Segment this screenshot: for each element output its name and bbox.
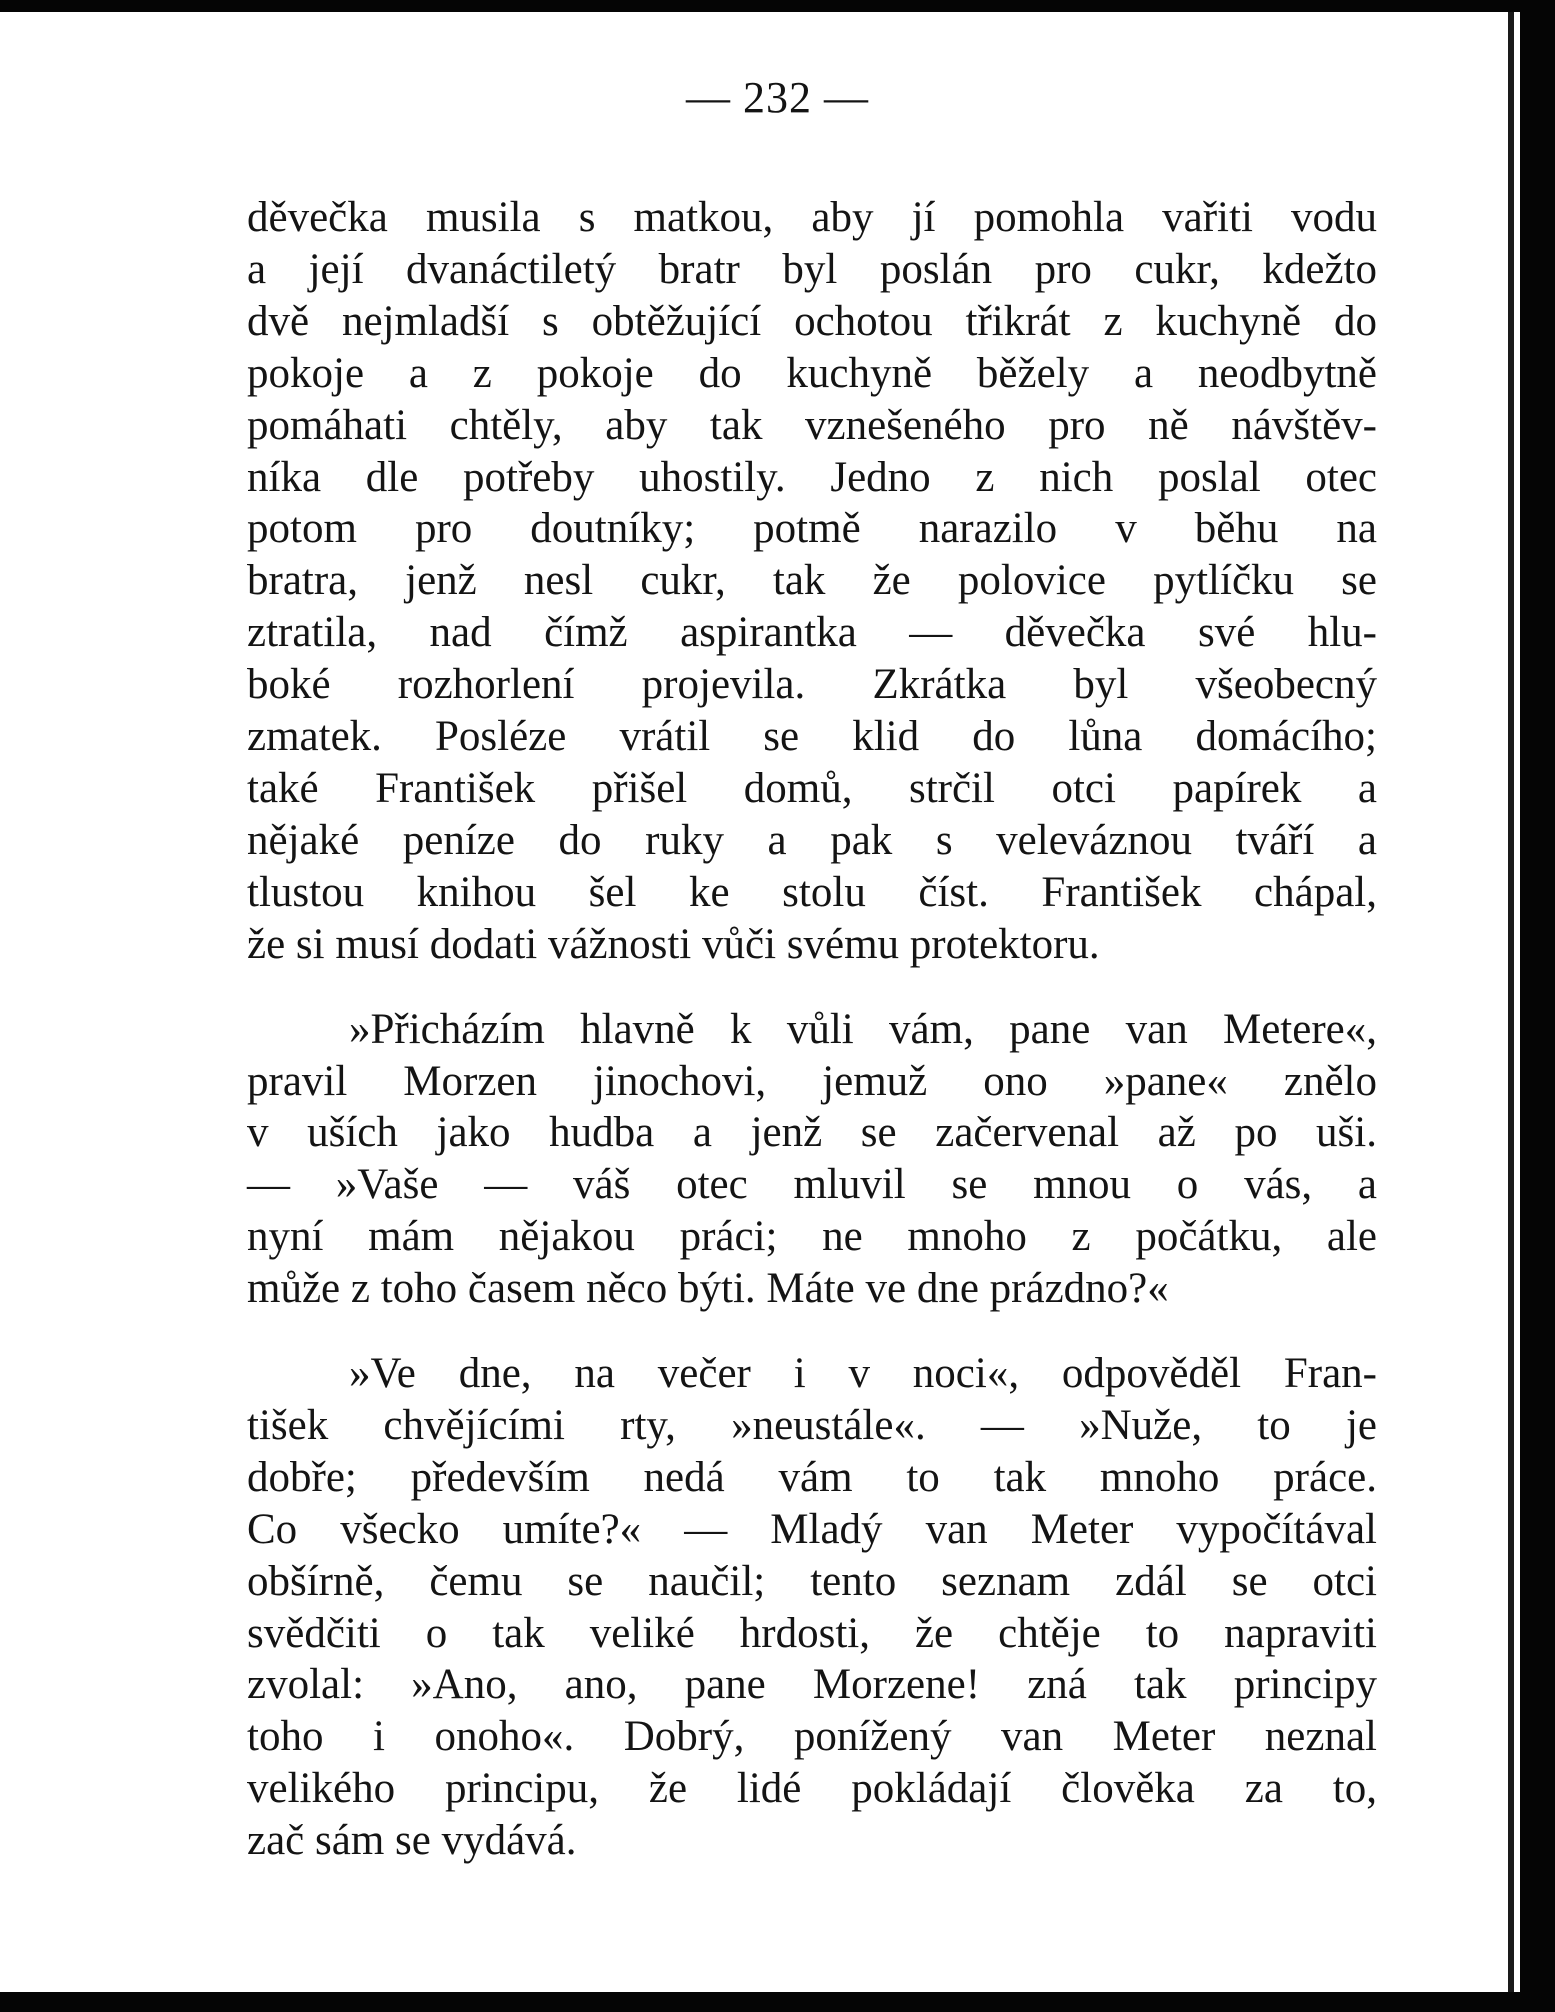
text-line: děvečka musila s matkou, aby jí pomohla vařiti vodu (247, 194, 1377, 241)
text-line: tlustou knihou šel ke stolu číst. František chápal, (247, 868, 1377, 916)
text-line: tišek chvějícími rty, »neustále«. — »Nuže, to je (247, 1401, 1377, 1449)
text-line: Co všecko umíte?« — Mladý van Meter vypočítával (247, 1505, 1377, 1553)
paragraph-1 (247, 192, 1377, 971)
text-line: může z toho časem něco býti. Máte ve dne prázdno?« (247, 1265, 1169, 1313)
text-line: »Ve dne, na večer i v noci«, odpověděl Fran- (349, 1350, 1377, 1398)
text-line: toho i onoho«. Dobrý, ponížený van Meter neznal (247, 1713, 1377, 1761)
text-line: dobře; především nedá vám to tak mnoho práce. (247, 1453, 1377, 1501)
scan-border-right (1520, 0, 1555, 2012)
text-line: obšírně, čemu se naučil; tento seznam zdál se otci (247, 1557, 1377, 1605)
text-line: pomáhati chtěly, aby tak vznešeného pro ně návštěv- (247, 401, 1377, 449)
text-line: v uších jako hudba a jenž se začervenal až po uši. (247, 1109, 1377, 1157)
text-line: potom pro doutníky; potmě narazilo v běhu na (247, 505, 1377, 553)
text-line: že si musí dodati vážnosti vůči svému protektoru. (247, 920, 1100, 968)
text-line: níka dle potřeby uhostily. Jedno z nich poslal otec (247, 453, 1377, 501)
paragraph-2 (247, 1004, 1377, 1315)
text-line: zmatek. Posléze vrátil se klid do lůna domácího; (247, 713, 1377, 761)
text-block (247, 192, 1377, 1867)
scan-border-bottom (0, 1992, 1555, 2012)
text-line: — »Vaše — váš otec mluvil se mnou o vás, a (247, 1161, 1377, 1209)
scan-border-top (0, 0, 1555, 12)
scan-border-right-inner (1508, 12, 1514, 1992)
text-line: také František přišel domů, strčil otci papírek a (247, 764, 1377, 812)
text-line: boké rozhorlení projevila. Zkrátka byl všeobecný (247, 661, 1377, 709)
text-line: bratra, jenž nesl cukr, tak že polovice pytlíčku se (247, 557, 1377, 605)
text-line: nyní mám nějakou práci; ne mnoho z počátku, ale (247, 1213, 1377, 1261)
text-line: zvolal: »Ano, ano, pane Morzene! zná tak principy (247, 1661, 1377, 1709)
text-line: pokoje a z pokoje do kuchyně běžely a neodbytně (247, 349, 1377, 397)
text-line: »Přicházím hlavně k vůli vám, pane van Metere«, (349, 1005, 1377, 1053)
text-line: zač sám se vydává. (247, 1817, 577, 1865)
text-line: dvě nejmladší s obtěžující ochotou třikrát z kuchyně do (247, 297, 1377, 345)
text-line: velikého principu, že lidé pokládají člověka za to, (247, 1765, 1377, 1813)
page-number: — 232 — (686, 73, 869, 122)
text-line: nějaké peníze do ruky a pak s veleváznou tváří a (247, 816, 1377, 864)
text-line: a její dvanáctiletý bratr byl poslán pro cukr, kdežto (247, 245, 1377, 293)
paragraph-3 (247, 1348, 1377, 1867)
text-line: ztratila, nad čímž aspirantka — děvečka své hlu- (247, 609, 1377, 657)
text-line: svědčiti o tak veliké hrdosti, že chtěje to napraviti (247, 1609, 1377, 1657)
text-line: pravil Morzen jinochovi, jemuž ono »pane« znělo (247, 1057, 1377, 1105)
